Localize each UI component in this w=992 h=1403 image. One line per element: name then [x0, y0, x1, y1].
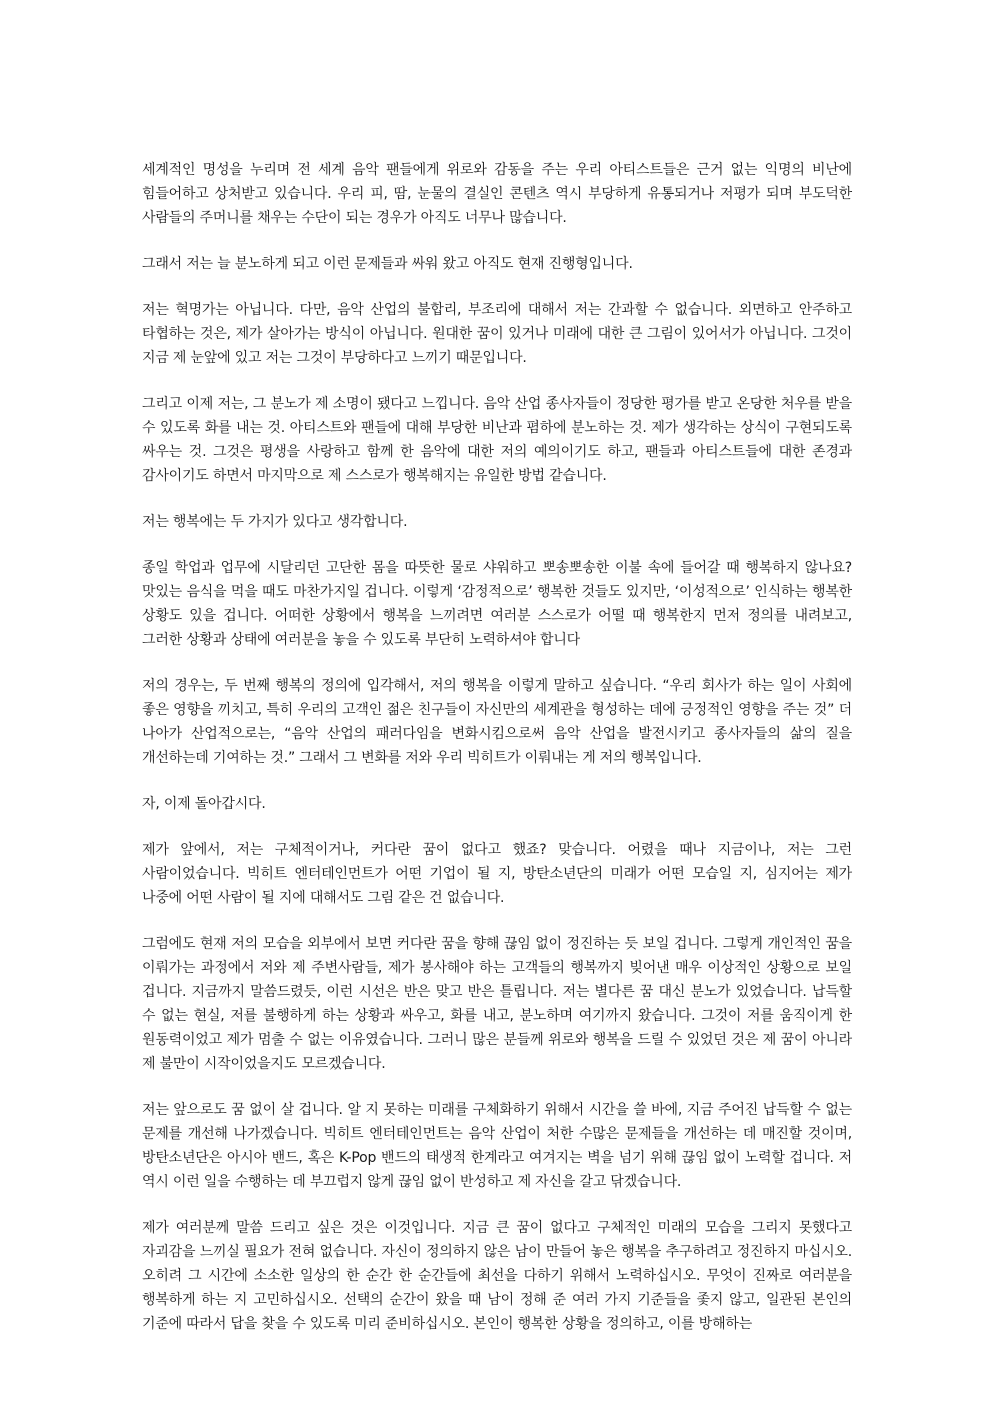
paragraph-11: 저는 앞으로도 꿈 없이 살 겁니다. 알 지 못하는 미래를 구체화하기 위해서 시간을 쓸 바에, 지금 주어진 납득할 수 없는 문제를 개선해 나가겠습니다. 빅히트 엔터테인먼트는 음악 산업이 처한 수많은 문제들을 개선하는 데 매진할 것이며, 방탄소년단은 아시아 밴드, 혹은 K-Pop 밴드의 태생적 한계라고 여겨지는 벽을 넘기 위해 끊임 없이 노력할 겁니다. 저 역시 이런 일을 수행하는 데 부끄럽지 않게 끊임 없이 반성하고 제 자신을 갈고 닦겠습니다. [142, 1102, 852, 1190]
paragraph-2: 그래서 저는 늘 분노하게 되고 이런 문제들과 싸워 왔고 아직도 현재 진행형입니다. [142, 256, 633, 272]
paragraph-9: 제가 앞에서, 저는 구체적이거나, 커다란 꿈이 없다고 했죠? 맞습니다. 어렸을 때나 지금이나, 저는 그런 사람이었습니다. 빅히트 엔터테인먼트가 어떤 기업이 될 지, 방탄소년단의 미래가 어떤 모습일 지, 심지어는 제가 나중에 어떤 사람이 될 지에 대해서도 그림 같은 건 없습니다. [142, 842, 852, 906]
paragraph-5: 저는 행복에는 두 가지가 있다고 생각합니다. [142, 514, 408, 530]
paragraph-3: 저는 혁명가는 아닙니다. 다만, 음악 산업의 불합리, 부조리에 대해서 저는 간과할 수 없습니다. 외면하고 안주하고 타협하는 것은, 제가 살아가는 방식이 아닙니다. 원대한 꿈이 있거나 미래에 대한 큰 그림이 있어서가 아닙니다. 그것이 지금 제 눈앞에 있고 저는 그것이 부당하다고 느끼기 때문입니다. [142, 302, 852, 366]
paragraph-8: 자, 이제 돌아갑시다. [142, 796, 266, 812]
paragraph-4: 그리고 이제 저는, 그 분노가 제 소명이 됐다고 느낍니다. 음악 산업 종사자들이 정당한 평가를 받고 온당한 처우를 받을 수 있도록 화를 내는 것. 아티스트와 팬들에 대해 부당한 비난과 폄하에 분노하는 것. 제가 생각하는 상식이 구현되도록 싸우는 것. 그것은 평생을 사랑하고 함께 한 음악에 대한 저의 예의이기도 하고, 팬들과 아티스트들에 대한 존경과 감사이기도 하면서 마지막으로 제 스스로가 행복해지는 유일한 방법 같습니다. [142, 396, 852, 484]
paragraph-7: 저의 경우는, 두 번째 행복의 정의에 입각해서, 저의 행복을 이렇게 말하고 싶습니다. “우리 회사가 하는 일이 사회에 좋은 영향을 끼치고, 특히 우리의 고객인 젊은 친구들이 자신만의 세계관을 형성하는 데에 긍정적인 영향을 주는 것” 더 나아가 산업적으로는, “음악 산업의 패러다임을 변화시킴으로써 음악 산업을 발전시키고 종사자들의 삶의 질을 개선하는데 기여하는 것.” 그래서 그 변화를 저와 우리 빅히트가 이뤄내는 게 저의 행복입니다. [142, 678, 852, 766]
paragraph-6: 종일 학업과 업무에 시달리던 고단한 몸을 따뜻한 물로 샤워하고 뽀송뽀송한 이불 속에 들어갈 때 행복하지 않나요? 맛있는 음식을 먹을 때도 마찬가지일 겁니다. 이렇게 ‘감정적으로’ 행복한 것들도 있지만, ‘이성적으로’ 인식하는 행복한 상황도 있을 겁니다. 어떠한 상황에서 행복을 느끼려면 여러분 스스로가 어떨 때 행복한지 먼저 정의를 내려보고, 그러한 상황과 상태에 여러분을 놓을 수 있도록 부단히 노력하셔야 합니다 [142, 560, 852, 648]
document-body [142, 158, 852, 1358]
paragraph-1: 세계적인 명성을 누리며 전 세계 음악 팬들에게 위로와 감동을 주는 우리 아티스트들은 근거 없는 익명의 비난에 힘들어하고 상처받고 있습니다. 우리 피, 땀, 눈물의 결실인 콘텐츠 역시 부당하게 유통되거나 저평가 되며 부도덕한 사람들의 주머니를 채우는 수단이 되는 경우가 아직도 너무나 많습니다. [142, 162, 852, 226]
paragraph-10: 그럼에도 현재 저의 모습을 외부에서 보면 커다란 꿈을 향해 끊임 없이 정진하는 듯 보일 겁니다. 그렇게 개인적인 꿈을 이뤄가는 과정에서 저와 제 주변사람들, 제가 봉사해야 하는 고객들의 행복까지 빚어낸 매우 이상적인 상황으로 보일 겁니다. 지금까지 말씀드렸듯, 이런 시선은 반은 맞고 반은 틀립니다. 저는 별다른 꿈 대신 분노가 있었습니다. 납득할 수 없는 현실, 저를 불행하게 하는 상황과 싸우고, 화를 내고, 분노하며 여기까지 왔습니다. 그것이 저를 움직이게 한 원동력이었고 제가 멈출 수 없는 이유였습니다. 그러니 많은 분들께 위로와 행복을 드릴 수 있었던 것은 제 꿈이 아니라 제 불만이 시작이었을지도 모르겠습니다. [142, 936, 852, 1072]
paragraph-12: 제가 여러분께 말씀 드리고 싶은 것은 이것입니다. 지금 큰 꿈이 없다고 구체적인 미래의 모습을 그리지 못했다고 자괴감을 느끼실 필요가 전혀 없습니다. 자신이 정의하지 않은 남이 만들어 놓은 행복을 추구하려고 정진하지 마십시오. 오히려 그 시간에 소소한 일상의 한 순간 한 순간들에 최선을 다하기 위해서 노력하십시오. 무엇이 진짜로 여러분을 행복하게 하는 지 고민하십시오. 선택의 순간이 왔을 때 남이 정해 준 여러 가지 기준들을 좇지 않고, 일관된 본인의 기준에 따라서 답을 찾을 수 있도록 미리 준비하십시오. 본인이 행복한 상황을 정의하고, 이를 방해하는 [142, 1220, 852, 1332]
